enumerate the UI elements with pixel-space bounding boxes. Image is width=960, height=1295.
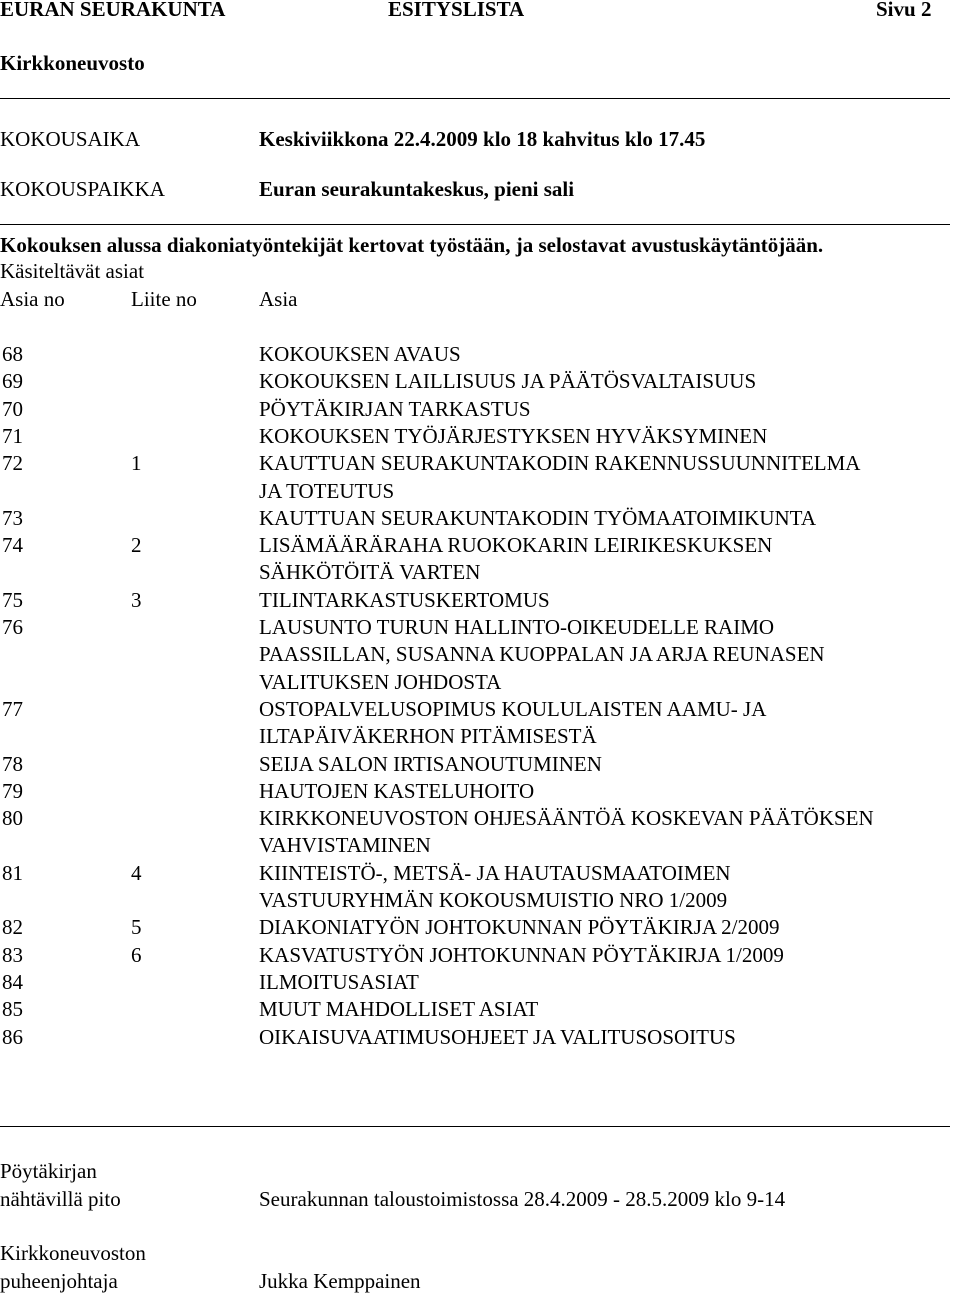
agenda-item-continuation — [0, 669, 960, 696]
agenda-item — [0, 805, 960, 832]
agenda-item-number: 84 — [2, 969, 23, 994]
document-type: ESITYSLISTA — [388, 0, 525, 21]
agenda-heading: Käsiteltävät asiat — [0, 259, 145, 283]
agenda-item-title: KOKOUKSEN TYÖJÄRJESTYKSEN HYVÄKSYMINEN — [259, 423, 768, 448]
chair-name: Jukka Kemppainen — [259, 1269, 421, 1293]
agenda-item — [0, 450, 960, 477]
agenda-attachment-number: 5 — [131, 915, 142, 940]
agenda-item-number: 68 — [2, 342, 23, 366]
column-header-item-no: Asia no — [0, 287, 65, 311]
agenda-item-number: 82 — [2, 915, 23, 940]
agenda-attachment-number: 3 — [131, 587, 142, 612]
minutes-label-line2: nähtävillä pito — [0, 1187, 121, 1211]
agenda-item-title: MUUT MAHDOLLISET ASIAT — [259, 997, 539, 1022]
agenda-item — [0, 587, 960, 614]
meeting-note: Kokouksen alussa diakoniatyöntekijät kertovat työstään, ja selostavat avustuskäytäntöjään. — [0, 233, 824, 257]
agenda-item — [0, 505, 960, 532]
agenda-item-number: 77 — [2, 696, 23, 721]
divider-top — [0, 98, 950, 99]
agenda-item-continuation — [0, 641, 960, 668]
agenda-item — [0, 860, 960, 887]
agenda-item-title: KOKOUKSEN AVAUS — [259, 342, 461, 366]
column-header-item: Asia — [259, 287, 298, 311]
agenda-item-title: KAUTTUAN SEURAKUNTAKODIN TYÖMAATOIMIKUNTA — [259, 505, 816, 530]
agenda-item-title: OSTOPALVELUSOPIMUS KOULULAISTEN AAMU- JA — [259, 696, 767, 721]
agenda-item — [0, 942, 960, 969]
minutes-label-line1: Pöytäkirjan — [0, 1159, 97, 1183]
chair-label-line2: puheenjohtaja — [0, 1269, 118, 1293]
agenda-item-title: PÖYTÄKIRJAN TARKASTUS — [259, 396, 531, 421]
agenda-item-title: KIINTEISTÖ-, METSÄ- JA HAUTAUSMAATOIMEN — [259, 860, 731, 885]
minutes-availability: Seurakunnan taloustoimistossa 28.4.2009 - 28.5.2009 klo 9-14 — [259, 1187, 786, 1211]
agenda-item — [0, 696, 960, 723]
meeting-time-value: Keskiviikkona 22.4.2009 klo 18 kahvitus klo 17.45 — [259, 127, 706, 151]
agenda-item-title: TILINTARKASTUSKERTOMUS — [259, 587, 550, 612]
agenda-item-number: 72 — [2, 451, 23, 476]
agenda-item-number: 69 — [2, 369, 23, 394]
agenda-item-title: PAASSILLAN, SUSANNA KUOPPALAN JA ARJA REUNASEN — [259, 642, 825, 667]
agenda-item-title: ILMOITUSASIAT — [259, 969, 419, 994]
agenda-item-number: 76 — [2, 615, 23, 639]
agenda-item-title: KAUTTUAN SEURAKUNTAKODIN RAKENNUSSUUNNITELMA — [259, 451, 861, 476]
agenda-item — [0, 778, 960, 805]
agenda-item-title: KOKOUKSEN LAILLISUUS JA PÄÄTÖSVALTAISUUS — [259, 369, 757, 394]
agenda-attachment-number: 4 — [131, 860, 142, 885]
agenda-item-continuation — [0, 887, 960, 914]
agenda-item — [0, 996, 960, 1023]
agenda-item-number: 78 — [2, 751, 23, 776]
agenda-item — [0, 368, 960, 395]
agenda-item-title: VAHVISTAMINEN — [259, 833, 431, 858]
agenda-item-number: 83 — [2, 942, 23, 967]
agenda-item — [0, 341, 960, 368]
agenda-item-number: 75 — [2, 587, 23, 612]
column-header-attachment-no: Liite no — [131, 287, 197, 311]
agenda-item-title: JA TOTEUTUS — [259, 478, 395, 503]
agenda-item — [0, 1024, 960, 1051]
agenda-item-number: 85 — [2, 997, 23, 1022]
agenda-item-number: 70 — [2, 396, 23, 421]
agenda-item-title: OIKAISUVAATIMUSOHJEET JA VALITUSOSOITUS — [259, 1024, 736, 1049]
agenda-item-number: 80 — [2, 806, 23, 831]
agenda-item-title: HAUTOJEN KASTELUHOITO — [259, 778, 535, 803]
agenda-item-title: SÄHKÖTÖITÄ VARTEN — [259, 560, 481, 585]
divider-footer — [0, 1126, 950, 1127]
agenda-item-continuation — [0, 478, 960, 505]
agenda-item-title: VASTUURYHMÄN KOKOUSMUISTIO NRO 1/2009 — [259, 888, 728, 912]
agenda-attachment-number: 6 — [131, 942, 142, 967]
agenda-item-number: 71 — [2, 423, 23, 448]
chair-label-line1: Kirkkoneuvoston — [0, 1241, 146, 1265]
agenda-attachment-number: 2 — [131, 533, 142, 558]
agenda-item-number: 81 — [2, 860, 23, 885]
meeting-place-value: Euran seurakuntakeskus, pieni sali — [259, 177, 575, 201]
parish-name: EURAN SEURAKUNTA — [0, 0, 226, 21]
agenda-item-continuation — [0, 723, 960, 750]
agenda-item-title: LAUSUNTO TURUN HALLINTO-OIKEUDELLE RAIMO — [259, 615, 775, 639]
meeting-time-label: KOKOUSAIKA — [0, 127, 140, 151]
agenda-item-continuation — [0, 559, 960, 586]
agenda-item — [0, 423, 960, 450]
meeting-place-label: KOKOUSPAIKKA — [0, 177, 165, 201]
agenda-item-number: 73 — [2, 505, 23, 530]
agenda-item-title: KIRKKONEUVOSTON OHJESÄÄNTÖÄ KOSKEVAN PÄÄTÖKSEN — [259, 806, 874, 831]
page-number: Sivu 2 — [876, 0, 932, 21]
agenda-item — [0, 532, 960, 559]
agenda-item-title: VALITUKSEN JOHDOSTA — [259, 669, 502, 694]
council-name: Kirkkoneuvosto — [0, 51, 145, 75]
agenda-item-title: DIAKONIATYÖN JOHTOKUNNAN PÖYTÄKIRJA 2/2009 — [259, 915, 780, 940]
agenda-item-number: 74 — [2, 533, 23, 558]
agenda-item-title: SEIJA SALON IRTISANOUTUMINEN — [259, 751, 602, 776]
agenda-item — [0, 614, 960, 641]
agenda-item-number: 86 — [2, 1024, 23, 1049]
agenda-item-title: KASVATUSTYÖN JOHTOKUNNAN PÖYTÄKIRJA 1/2009 — [259, 942, 784, 967]
agenda-item — [0, 969, 960, 996]
agenda-attachment-number: 1 — [131, 451, 142, 476]
agenda-item — [0, 914, 960, 941]
divider-meeting — [0, 224, 950, 225]
agenda-item — [0, 751, 960, 778]
agenda-item-continuation — [0, 832, 960, 859]
agenda-item-number: 79 — [2, 778, 23, 803]
agenda-item — [0, 396, 960, 423]
agenda-item-title: ILTAPÄIVÄKERHON PITÄMISESTÄ — [259, 724, 597, 749]
agenda-item-title: LISÄMÄÄRÄRAHA RUOKOKARIN LEIRIKESKUKSEN — [259, 533, 773, 558]
